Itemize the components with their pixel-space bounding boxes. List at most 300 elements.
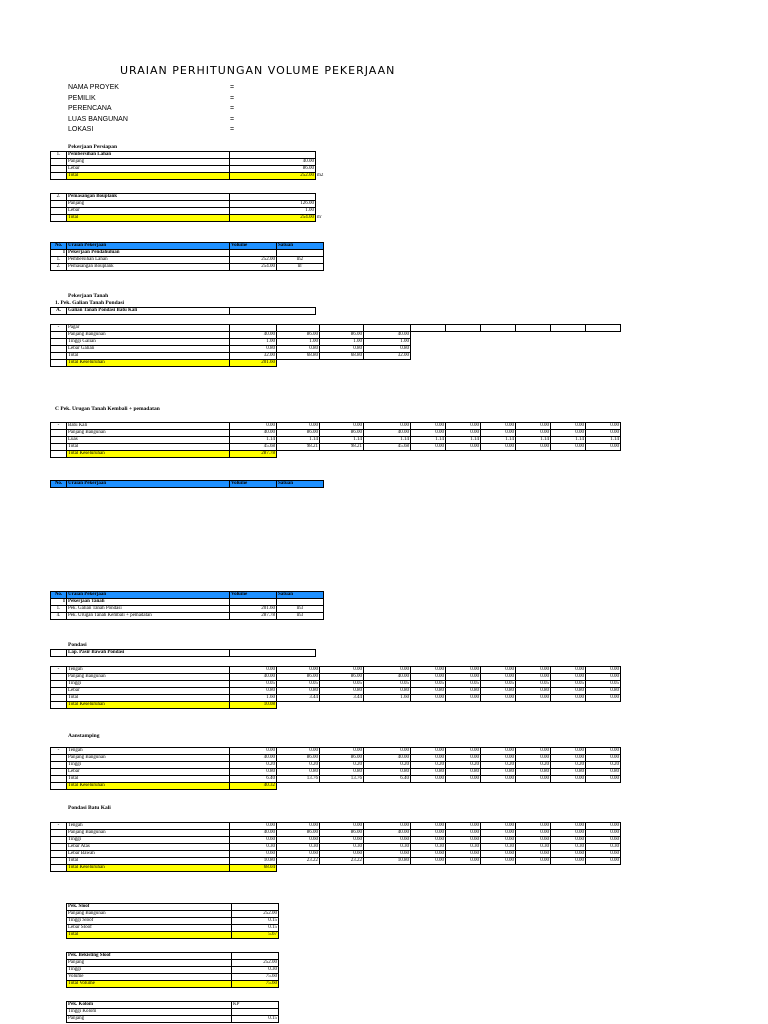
row-value: 0.80 [586, 688, 621, 695]
row-value: 0.00 [516, 674, 551, 681]
row-value: 0.60 [446, 851, 481, 858]
item-title: Pemasangan Bouplank [67, 194, 230, 201]
cell [446, 332, 481, 339]
small-row-value: 252.00 [232, 960, 279, 967]
cell [316, 159, 359, 166]
table-row [51, 769, 621, 776]
row-value: 40.00 [230, 430, 277, 437]
row-value: 6.40 [230, 776, 277, 783]
cell [586, 325, 621, 332]
cell [516, 325, 551, 332]
dash [51, 844, 67, 851]
dash [51, 674, 67, 681]
cell [551, 339, 586, 346]
row-value: 0.80 [411, 688, 446, 695]
cell [51, 865, 67, 872]
row-value: 0.30 [446, 844, 481, 851]
row-value: 0.00 [364, 823, 411, 830]
row-value: 0.20 [446, 762, 481, 769]
dash: - [51, 667, 67, 674]
table-row [67, 904, 279, 911]
row-value: 0.00 [411, 667, 446, 674]
row-value: 0.60 [411, 837, 446, 844]
cell [481, 339, 516, 346]
section-persiapan-heading: Pekerjaan Persiapan [68, 144, 118, 150]
row-value: 0.00 [481, 695, 516, 702]
small-row-label: Panjang Bangunan [67, 911, 232, 918]
row-value: 0.00 [446, 830, 481, 837]
summary-table-pendahuluan [50, 242, 324, 271]
table-pasir-header [50, 649, 316, 657]
row-volume: 252.00 [230, 257, 277, 264]
row-value: 0.30 [481, 844, 516, 851]
dash: - [51, 325, 67, 332]
total-value: 252.00 [230, 173, 316, 180]
project-equals: = [230, 105, 235, 112]
cell [586, 702, 621, 709]
row-value: 0.00 [364, 748, 411, 755]
row-value: 0.00 [551, 674, 586, 681]
cell [446, 346, 481, 353]
cell [320, 783, 364, 790]
column-header: No. [51, 592, 67, 599]
dash [51, 858, 67, 865]
row-value: 0.00 [551, 695, 586, 702]
cell [316, 152, 359, 159]
total-unit: m2 [317, 173, 324, 178]
row-value: 0.00 [411, 444, 446, 451]
cell [316, 201, 359, 208]
row-value: 0.05 [230, 681, 277, 688]
small-row-value: 0.15 [232, 1016, 279, 1023]
row-value: 0.80 [516, 688, 551, 695]
row-value: 0.00 [481, 830, 516, 837]
row-value: 0.00 [230, 423, 277, 430]
cell [551, 346, 586, 353]
cell [230, 152, 316, 159]
cell [446, 325, 481, 332]
table-row [51, 173, 359, 180]
row-value: 0.00 [516, 823, 551, 830]
row-label: Total [67, 444, 230, 451]
group-no: I [51, 250, 67, 257]
row-value: 86.00 [320, 332, 364, 339]
row-value: 0.00 [411, 695, 446, 702]
cell [446, 353, 481, 360]
row-value: 0.20 [586, 762, 621, 769]
row-value: 0.00 [364, 667, 411, 674]
row-value: 0.80 [446, 769, 481, 776]
row-value: 0.00 [586, 823, 621, 830]
row-value: 40.00 [230, 830, 277, 837]
table-row [67, 953, 279, 960]
table-row [51, 437, 621, 444]
row-value: 0.60 [516, 837, 551, 844]
row-value: 40.00 [364, 755, 411, 762]
item-label: Lebar [67, 208, 230, 215]
grand-total-value: 201.60 [230, 360, 277, 367]
table-row [51, 481, 324, 488]
row-value: 0.00 [446, 667, 481, 674]
table-pondasi-batu-kali [50, 822, 621, 872]
table-row [67, 981, 279, 988]
cell [446, 702, 481, 709]
grand-total-value: 40.32 [230, 783, 277, 790]
row-value: 0.00 [551, 858, 586, 865]
row-value [277, 325, 320, 332]
row-value [230, 325, 277, 332]
table-row [51, 325, 621, 332]
small-row-value: 0.30 [232, 967, 279, 974]
row-value: 0.00 [230, 667, 277, 674]
table-row [51, 776, 621, 783]
cell [586, 339, 621, 346]
row-value: 0.00 [277, 823, 320, 830]
row-value: 1.14 [516, 437, 551, 444]
row-no: 4. [51, 613, 67, 620]
galian-sub-no: A. [51, 308, 67, 315]
project-label: LUAS BANGUNAN [68, 115, 128, 123]
row-label: Tinggi [67, 762, 230, 769]
row-unit: m' [277, 264, 324, 271]
row-value: 0.00 [411, 674, 446, 681]
row-value: 0.00 [481, 858, 516, 865]
cell [51, 201, 67, 208]
row-value: 0.00 [551, 830, 586, 837]
row-value: 0.60 [411, 851, 446, 858]
group-no: I [51, 599, 67, 606]
row-value: 86.00 [277, 332, 320, 339]
cell [551, 865, 586, 872]
row-value: 1.00 [277, 339, 320, 346]
row-value: 0.80 [230, 769, 277, 776]
table-row [67, 1009, 279, 1016]
dash [51, 762, 67, 769]
cell [551, 353, 586, 360]
row-value: 0.00 [411, 755, 446, 762]
table-row [51, 194, 359, 201]
table-row [51, 681, 621, 688]
row-value: 10.80 [230, 858, 277, 865]
row-value: 0.60 [230, 837, 277, 844]
row-label: Lebar Atas [67, 844, 230, 851]
row-value: 68.80 [320, 353, 364, 360]
table-row [51, 606, 324, 613]
row-value: 0.20 [364, 762, 411, 769]
cell [446, 339, 481, 346]
column-header: Volume [230, 592, 277, 599]
grand-total-label: Total Keseluruhan [67, 451, 230, 458]
row-value: 0.00 [516, 444, 551, 451]
table-row [51, 674, 621, 681]
row-value: 86.00 [277, 830, 320, 837]
pasir-header-blank2 [230, 650, 316, 657]
row-value: 0.00 [586, 695, 621, 702]
small-total-value: 5.67 [232, 932, 279, 939]
row-value: 0.00 [481, 776, 516, 783]
cell [481, 865, 516, 872]
table-row [67, 967, 279, 974]
row-value: 0.00 [481, 755, 516, 762]
row-value: 0.00 [320, 667, 364, 674]
row-value: 0.60 [481, 851, 516, 858]
column-header: Volume [230, 243, 277, 250]
row-value: 98.21 [277, 444, 320, 451]
dash: - [51, 823, 67, 830]
row-value: 0.00 [551, 776, 586, 783]
project-equals: = [230, 115, 235, 123]
column-header-2: Uraian Pekerjaan [67, 481, 230, 488]
cell [320, 451, 364, 458]
table-row [51, 762, 621, 769]
cell [586, 451, 621, 458]
small-row-label: Tinggi [67, 967, 232, 974]
table-row [51, 166, 359, 173]
row-value: 0.00 [586, 830, 621, 837]
table-row [51, 423, 621, 430]
row-name: Pek. Urugan Tanah Kembali + pemadatan [67, 613, 230, 620]
cell [551, 783, 586, 790]
table-row [51, 837, 621, 844]
row-value: 98.21 [320, 444, 364, 451]
small-table-tag: KP [232, 1002, 279, 1009]
row-label: Panjang Bangunan [67, 755, 230, 762]
dash [51, 430, 67, 437]
row-value: 0.00 [481, 444, 516, 451]
row-value: 0.00 [516, 858, 551, 865]
row-value [320, 325, 364, 332]
total-unit: m' [317, 215, 322, 220]
row-value: 0.20 [320, 762, 364, 769]
galian-sub-blank [230, 308, 316, 315]
total-value: 254.00 [230, 215, 316, 222]
row-value: 0.00 [516, 748, 551, 755]
row-volume: 201.60 [230, 606, 277, 613]
row-label: Total [67, 858, 230, 865]
cell [446, 783, 481, 790]
table-row [51, 783, 621, 790]
row-value: 0.20 [551, 762, 586, 769]
row-value: 0.60 [551, 837, 586, 844]
row-value: 0.00 [586, 667, 621, 674]
item-no: 1. [51, 152, 67, 159]
cell [411, 353, 446, 360]
section-pondasi-heading: Pondasi [68, 642, 87, 648]
section-tanah-heading: Pekerjaan Tanah [68, 293, 109, 299]
item-value: 126.00 [230, 201, 316, 208]
row-value: 0.80 [230, 688, 277, 695]
row-value: 0.30 [411, 844, 446, 851]
pasir-header-blank [51, 650, 67, 657]
cell [364, 451, 411, 458]
summary-table-header-2 [50, 480, 324, 488]
row-value: 0.60 [320, 851, 364, 858]
table-row [51, 844, 621, 851]
row-value: 0.00 [516, 423, 551, 430]
table-row [51, 851, 621, 858]
table-row [51, 332, 621, 339]
row-value: 0.80 [364, 346, 411, 353]
table-row [51, 823, 621, 830]
row-value: 23.22 [277, 858, 320, 865]
small-row-value: 0.15 [232, 925, 279, 932]
row-label: Lebar Bawah [67, 851, 230, 858]
dash [51, 755, 67, 762]
cell [277, 599, 324, 606]
row-value: 68.80 [277, 353, 320, 360]
cell [316, 194, 359, 201]
page-title: URAIAN PERHITUNGAN VOLUME PEKERJAAN [120, 64, 396, 77]
row-value: 6.40 [364, 776, 411, 783]
row-value: 0.00 [364, 423, 411, 430]
row-value: 0.80 [446, 688, 481, 695]
row-value: 0.60 [230, 851, 277, 858]
dash: - [51, 748, 67, 755]
cell [411, 325, 446, 332]
table-galian-header [50, 307, 316, 315]
column-header: Uraian Pekerjaan [67, 243, 230, 250]
sub-galian-heading: 1. Pek. Galian Tanah Pondasi [55, 300, 125, 306]
row-label: Total [67, 695, 230, 702]
table-row [51, 599, 324, 606]
row-value: 0.60 [551, 851, 586, 858]
cell [316, 208, 359, 215]
table-row [67, 960, 279, 967]
row-value: 0.00 [586, 674, 621, 681]
cell [364, 702, 411, 709]
cell [481, 325, 516, 332]
row-label: Tinggi [67, 681, 230, 688]
row-label: Tinggi Galian [67, 339, 230, 346]
small-row-value: 252.00 [232, 911, 279, 918]
cell [277, 783, 320, 790]
row-value: 40.00 [364, 332, 411, 339]
row-value: 0.00 [586, 423, 621, 430]
row-value: 0.00 [481, 430, 516, 437]
row-unit: m3 [277, 613, 324, 620]
small-row-label: Tinggi Sloof [67, 918, 232, 925]
row-value: 0.80 [586, 769, 621, 776]
table-row [51, 201, 359, 208]
row-value: 0.05 [320, 681, 364, 688]
row-name: Pemasangan Bouplank [67, 264, 230, 271]
row-value: 0.00 [446, 430, 481, 437]
grand-total-value: 287.78 [230, 451, 277, 458]
row-value: 0.05 [516, 681, 551, 688]
cell [516, 346, 551, 353]
table-pasir [50, 666, 621, 709]
cell [551, 451, 586, 458]
dash [51, 681, 67, 688]
row-value: 0.80 [481, 688, 516, 695]
table-row [51, 264, 324, 271]
row-value: 0.30 [551, 844, 586, 851]
row-value: 1.14 [277, 437, 320, 444]
row-value: 0.00 [551, 667, 586, 674]
row-value: 0.00 [411, 430, 446, 437]
cell [230, 599, 277, 606]
row-value: 0.60 [364, 851, 411, 858]
row-value: 1.00 [230, 339, 277, 346]
item-value: 40.00 [230, 159, 316, 166]
row-value: 0.00 [481, 423, 516, 430]
row-value: 0.80 [481, 769, 516, 776]
cell [411, 339, 446, 346]
row-volume: 287.78 [230, 613, 277, 620]
row-value [364, 325, 411, 332]
row-value: 0.80 [230, 346, 277, 353]
cell [516, 865, 551, 872]
row-value: 0.00 [446, 444, 481, 451]
table-row [51, 865, 621, 872]
row-value: 0.00 [551, 748, 586, 755]
cell [516, 783, 551, 790]
table-row [51, 858, 621, 865]
cell [51, 166, 67, 173]
cell [411, 332, 446, 339]
table-row [51, 755, 621, 762]
row-value: 0.20 [516, 762, 551, 769]
row-value: 0.80 [277, 769, 320, 776]
small-table-title: Pek. Sloof [67, 904, 232, 911]
item-title: Pembersihan Lahan [67, 152, 230, 159]
dash: - [51, 423, 67, 430]
cell [320, 702, 364, 709]
row-unit: m2 [277, 257, 324, 264]
row-value: 0.00 [516, 430, 551, 437]
table-row [51, 215, 359, 222]
row-value: 0.00 [320, 823, 364, 830]
cell [364, 865, 411, 872]
row-value: 0.00 [516, 755, 551, 762]
row-value: 40.00 [364, 674, 411, 681]
row-value: 0.00 [230, 748, 277, 755]
table-row [51, 208, 359, 215]
row-value: 0.00 [411, 776, 446, 783]
group-name: Pekerjaan Tanah [67, 599, 230, 606]
table-row [51, 444, 621, 451]
row-value: 86.00 [320, 755, 364, 762]
row-label: Batu Kali [67, 423, 230, 430]
row-value: 0.30 [586, 844, 621, 851]
table-row [51, 339, 621, 346]
row-value: 1.00 [364, 339, 411, 346]
cell [51, 360, 67, 367]
row-value: 0.00 [320, 423, 364, 430]
dash [51, 776, 67, 783]
dash [51, 346, 67, 353]
row-value: 0.80 [277, 688, 320, 695]
row-value: 0.60 [446, 837, 481, 844]
table-row [67, 918, 279, 925]
cell [586, 346, 621, 353]
total-label: Total [67, 173, 230, 180]
grand-total-value: 68.04 [230, 865, 277, 872]
table-row [51, 702, 621, 709]
row-value: 23.22 [320, 858, 364, 865]
row-value: 0.00 [516, 667, 551, 674]
row-value: 40.00 [230, 674, 277, 681]
row-value: 0.05 [411, 681, 446, 688]
cell [277, 250, 324, 257]
row-value: 0.05 [277, 681, 320, 688]
row-value: 45.68 [364, 444, 411, 451]
row-value: 0.00 [516, 695, 551, 702]
row-unit: m3 [277, 606, 324, 613]
item-label: Panjang [67, 201, 230, 208]
row-value: 0.60 [277, 851, 320, 858]
row-value: 40.00 [230, 755, 277, 762]
